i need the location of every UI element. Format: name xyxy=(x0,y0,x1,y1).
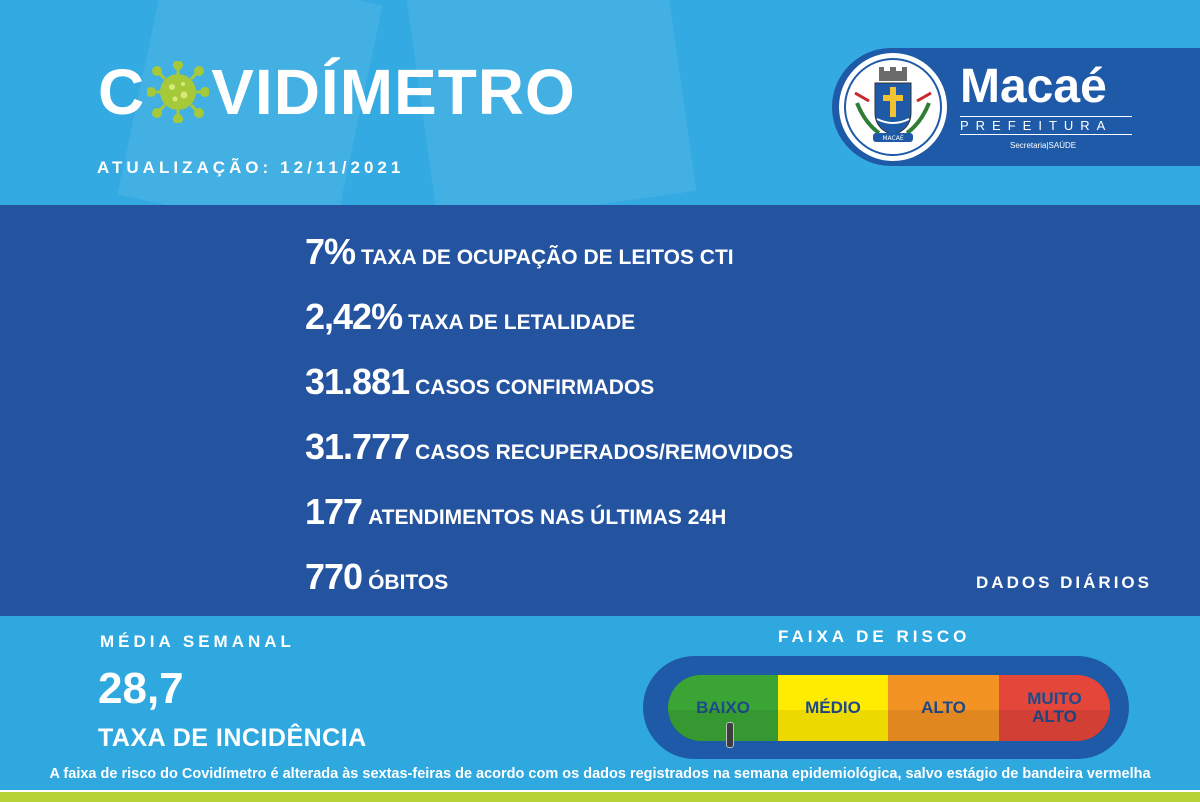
title-suffix: VIDÍMETRO xyxy=(211,56,576,128)
incidence-value: 28,7 xyxy=(98,664,184,713)
risk-segment-low: BAIXO xyxy=(668,675,778,741)
title-prefix: C xyxy=(98,56,146,128)
svg-text:MACAÉ: MACAÉ xyxy=(882,135,904,142)
stat-value: 770 xyxy=(305,556,363,597)
daily-stats-band xyxy=(0,205,1200,616)
weekly-average-title: MÉDIA SEMANAL xyxy=(100,632,295,651)
stat-value: 31.881 xyxy=(305,361,410,402)
brand-subtitle: PREFEITURA xyxy=(960,116,1132,135)
stat-row xyxy=(305,491,726,533)
coronavirus-icon xyxy=(147,61,209,123)
stat-label: ATENDIMENTOS NAS ÚLTIMAS 24H xyxy=(368,506,727,529)
prefeitura-logo xyxy=(832,48,1200,166)
risk-segment-very-high: MUITO ALTO xyxy=(999,675,1110,741)
update-line xyxy=(97,158,404,178)
header xyxy=(0,0,1200,205)
stat-row xyxy=(305,296,635,338)
risk-gauge xyxy=(668,675,1110,741)
stat-row xyxy=(305,361,654,403)
stat-row xyxy=(305,231,734,273)
stat-value: 31.777 xyxy=(305,426,410,467)
footer-note: A faixa de risco do Covidímetro é alterada às sextas-feiras de acordo com os dados registrados na semana epidemiológica, salvo estágio de bandeira vermelha xyxy=(49,766,1151,782)
risk-segment-high: ALTO xyxy=(888,675,999,741)
stat-label: TAXA DE OCUPAÇÃO DE LEITOS CTI xyxy=(361,246,734,269)
risk-segment-medium: MÉDIO xyxy=(778,675,888,741)
city-coat-of-arms-icon xyxy=(836,50,950,164)
stat-value: 177 xyxy=(305,491,363,532)
stat-row xyxy=(305,426,793,468)
update-label: ATUALIZAÇÃO: xyxy=(97,158,273,177)
page-title xyxy=(98,52,576,132)
stat-value: 2,42% xyxy=(305,296,403,337)
risk-needle-indicator xyxy=(726,722,734,748)
brand-secretaria: Secretaria|SAÚDE xyxy=(1010,141,1077,150)
stat-value: 7% xyxy=(305,231,356,272)
brand-name: Macaé xyxy=(960,60,1107,113)
incidence-label: TAXA DE INCIDÊNCIA xyxy=(98,724,367,752)
stat-label: CASOS CONFIRMADOS xyxy=(415,376,655,399)
stat-label: TAXA DE LETALIDADE xyxy=(408,311,636,334)
risk-range-title: FAIXA DE RISCO xyxy=(778,627,971,646)
update-date: 12/11/2021 xyxy=(280,158,405,177)
daily-data-label: DADOS DIÁRIOS xyxy=(976,573,1152,592)
footer-strip xyxy=(0,792,1200,802)
stat-label: CASOS RECUPERADOS/REMOVIDOS xyxy=(415,441,794,464)
stat-label: ÓBITOS xyxy=(368,571,449,594)
stat-row xyxy=(305,556,448,598)
